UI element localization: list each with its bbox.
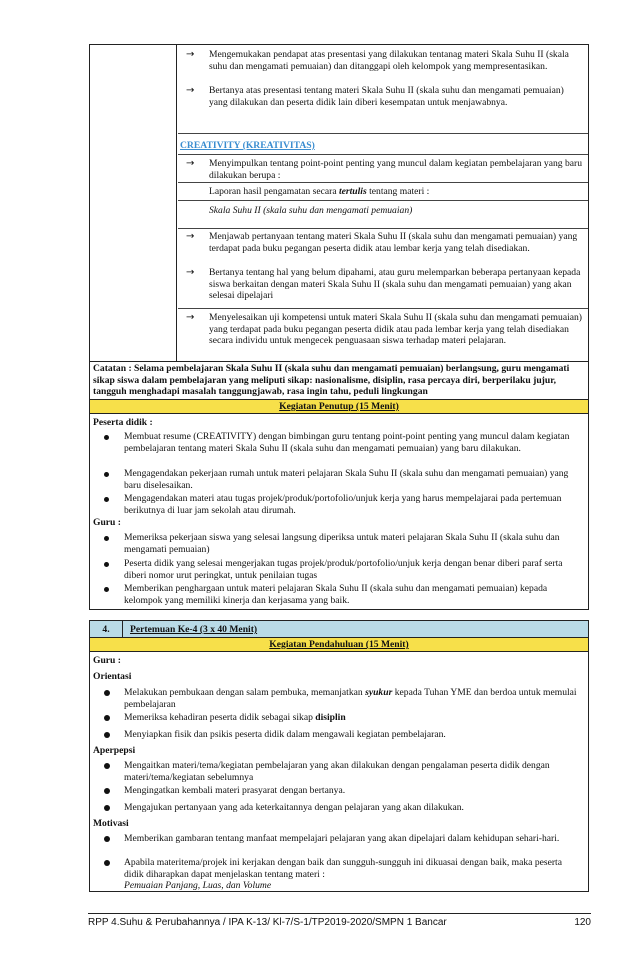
catatan-note: Catatan : Selama pembelajaran Skala Suhu II (skala suhu dan mengamati pemuaian) berlangsung, guru mengamati sikap siswa dalam pembelajaran yang meliputi sikap: nasionalisme, disiplin, rasa percaya diri, berperilaku jujur, tangguh menghadapi masalah tanggungjawab, rasa ingin tahu, peduli lingkungan [90,362,588,400]
list-item-text: Mengemukakan pendapat atas presentasi yang dilakukan tentanag materi Skala Suhu II (skala suhu dan mengamati pemuaian) dan ditanggapi oleh kelompok yang mempresentasikan. [209,49,569,72]
laporan-prefix: Laporan hasil pengamatan secara [209,186,339,197]
bullet-icon [104,763,110,769]
text-bold: disiplin [315,712,346,723]
list-item [104,857,582,892]
list-item [104,712,582,724]
aperpepsi-label: Aperpepsi [93,745,136,756]
bullet-icon [104,836,110,842]
list-item-text: Menyiapkan fisik dan psikis peserta didik dalam mengawali kegiatan pembelajaran. [124,729,446,740]
pertemuan-title: Pertemuan Ke-4 (3 x 40 Menit) [130,624,258,635]
guru-label: Guru : [93,655,121,666]
list-item-text: Peserta didik yang selesai mengerjakan tugas projek/produk/portofolio/unjuk kerja dengan benar diberi paraf serta diberi nomor urut peringkat, untuk penilaian tugas [124,558,563,581]
bullet-icon [104,715,110,721]
list-item [104,760,582,783]
divider [178,182,588,183]
bullet-icon [104,536,109,541]
list-item-text: Bertanya tentang hal yang belum dipahami, atau guru melemparkan beberapa pertanyaan kepada siswa berkaitan dengan materi Skala Suhu II (skala suhu dan mengamati pemuaian) yang akan selesai dipelajari [209,267,581,302]
list-item-text: Mengajukan pertanyaan yang ada keterkaitannya dengan pelajaran yang akan dilakukan. [124,802,464,813]
bullet-icon [104,788,110,794]
motivasi-topic: Pemuaian Panjang, Luas, dan Volume [124,880,272,892]
page-number: 120 [574,917,591,928]
pertemuan-number: 4. [90,621,123,637]
list-item [104,431,582,454]
list-item [104,468,582,491]
footer-document-title: RPP 4.Suhu & Perubahannya / IPA K-13/ Kl-7/S-1/TP2019-2020/SMPN 1 Bancar [88,917,447,928]
section-heading: CREATIVITY (KREATIVITAS) [180,140,315,151]
list-item-text: Menjawab pertanyaan tentang materi Skala Suhu II (skala suhu dan mengamati pemuaian) yang terdapat pada buku pegangan peserta didik atau lembar kerja yang telah disediakan. [209,231,578,254]
list-item [186,231,582,254]
list-item [104,785,582,797]
pertemuan-section [89,620,589,892]
list-item-text: Mengingatkan kembali materi prasyarat dengan bertanya. [124,785,346,796]
laporan-line [209,186,429,198]
activity-table-continued [89,44,589,362]
divider [178,154,588,155]
divider [178,308,588,309]
skala-topic: Skala Suhu II (skala suhu dan mengamati pemuaian) [209,205,413,216]
list-item-text [124,712,582,724]
text-prefix: Memeriksa kehadiran peserta didik sebagai sikap [124,712,316,723]
laporan-suffix: tentang materi : [366,186,430,197]
list-item-text: Bertanya atas presentasi tentang materi Skala Suhu II (skala suhu dan mengamati pemuaian) yang dilakukan dan peserta didik lain diberi kesempatan untuk menjawabnya. [209,85,564,108]
bullet-icon [104,587,109,592]
list-item [186,85,582,108]
list-item [104,493,582,516]
bullet-icon [104,435,109,440]
arrow-icon: → [186,231,195,242]
list-item [186,158,582,181]
penutup-section [89,362,589,610]
list-item [104,802,582,814]
bullet-icon [104,690,110,696]
list-item [104,729,582,741]
bullet-icon [104,562,109,567]
table-left-column [90,45,177,361]
list-item [104,687,582,710]
bullet-icon [104,497,109,502]
divider [178,133,588,134]
text-suffix: kepada Tuhan YME dan berdoa untuk memulai pembelajaran [124,687,577,710]
arrow-icon: → [186,85,195,96]
peserta-didik-label: Peserta didik : [93,417,153,428]
list-item-text: Menyelesaikan uji kompetensi untuk materi Skala Suhu II (skala suhu dan mengamati pemuaian) yang terdapat pada buku pegangan peserta didik atau pada lembar kerja yang telah disediakan secara individu untuk mengecek penguasaan siswa terhadap materi pelajaran. [209,312,582,347]
list-item [186,49,582,72]
bullet-icon [104,805,110,811]
list-item-text: Mengaitkan materi/tema/kegiatan pembelajaran yang akan dilakukan dengan pengalaman peserta didik dengan materi/tema/kegiatan sebelumnya [124,760,550,783]
list-item-text: Memberikan gambaran tentang manfaat mempelajari pelajaran yang akan dipelajari dalam kehidupan sehari-hari. [124,833,560,844]
page-footer [88,913,591,927]
list-item [186,267,582,302]
arrow-icon: → [186,158,195,169]
list-item [104,558,582,581]
list-item-text: Memeriksa pekerjaan siswa yang selesai langsung diperiksa untuk materi pelajaran Skala Suhu II (skala suhu dan mengamati pemuaian) [124,532,560,555]
arrow-icon: → [186,312,195,323]
table-right-column [178,45,588,361]
text-prefix: Melakukan pembukaan dengan salam pembuka, memanjatkan [124,687,366,698]
motivasi-text: Apabila materitema/projek ini kerjakan dengan baik dan sungguh-sungguh ini dikuasai dengan baik, maka peserta didik diharapkan dapat menjelaskan tentang materi : [124,857,562,880]
text-bold: syukur [365,687,393,698]
divider [178,200,588,201]
divider [178,228,588,229]
list-item [186,312,582,347]
bullet-icon [104,472,109,477]
kegiatan-pendahuluan-band: Kegiatan Pendahuluan (15 Menit) [90,638,588,652]
list-item [104,583,582,606]
list-item [104,532,582,555]
list-item-text: Mengagendakan materi atau tugas projek/produk/portofolio/unjuk kerja yang harus mempelajarai pada pertemuan berikutnya di luar jam sekolah atau dirumah. [124,493,562,516]
arrow-icon: → [186,267,195,278]
list-item-text [124,857,582,892]
list-item [104,833,582,845]
list-item-text: Memberikan penghargaan untuk materi pelajaran Skala Suhu II (skala suhu dan mengamati pemuaian) kepada kelompok yang memiliki kinerja dan kerjasama yang baik. [124,583,548,606]
orientasi-label: Orientasi [93,671,132,682]
list-item-text [124,687,582,710]
motivasi-label: Motivasi [93,818,129,829]
pertemuan-header-row [90,621,588,638]
bullet-icon [104,860,110,866]
list-item-text: Menyimpulkan tentang point-point penting yang muncul dalam kegiatan pembelajaran yang baru dilakukan berupa : [209,158,582,181]
kegiatan-penutup-band: Kegiatan Penutup (15 Menit) [90,400,588,414]
arrow-icon: → [186,49,195,60]
guru-label: Guru : [93,517,121,528]
list-item-text: Membuat resume (CREATIVITY) dengan bimbingan guru tentang point-point penting yang muncul dalam kegiatan pembelajaran tentang materi Skala Suhu II (skala suhu dan mengamati pemuaian) yang baru dilakukan. [124,431,570,454]
laporan-bold: tertulis [338,186,367,197]
list-item-text: Mengagendakan pekerjaan rumah untuk materi pelajaran Skala Suhu II (skala suhu dan mengamati pemuaian) yang baru diselesaikan. [124,468,569,491]
bullet-icon [104,732,110,738]
